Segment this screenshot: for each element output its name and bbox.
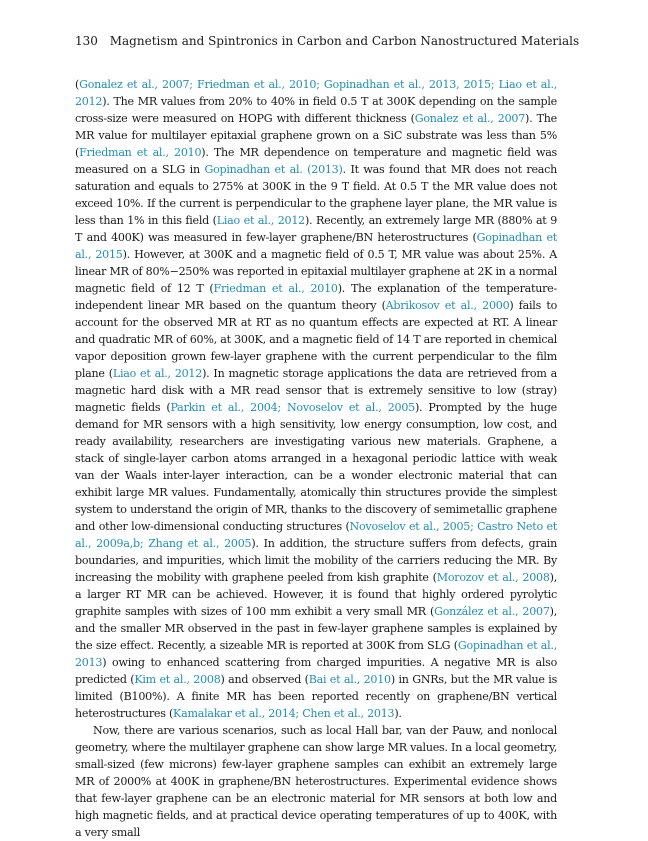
citation-link[interactable]: Kamalakar et al., 2014; Chen et al., 2013 xyxy=(173,707,395,720)
body-text: ), a larger RT MR can be achieved. However, it is found that highly ordered pyrolytic graphite samples with sizes of 100 mm exhibit a very small MR ( xyxy=(75,571,557,618)
body-text: ) fails to account for the observed MR at RT as no quantum effects are expected at RT. A linear and quadratic MR of 60%, at 300K, and a magnetic field of 14 T are reported in chemical vapor deposition grown few-layer graphene with the current perpendicular to the film plane ( xyxy=(75,299,557,380)
citation-link[interactable]: Friedman et al., 2010 xyxy=(79,146,202,159)
body-text: ). However, at 300K and a magnetic field of 0.5 T, MR value was about 25%. A linear MR of 80%−250% was reported in epitaxial multilayer graphene at 2K in a normal magnetic field of 12 T ( xyxy=(75,248,557,295)
citation-link[interactable]: Bai et al., 2010 xyxy=(308,673,391,686)
body-text: ). Recently, an extremely large MR (880% at 9 T and 400K) was measured in few-layer graphene/BN heterostructures ( xyxy=(75,214,557,244)
citation-link[interactable]: Gonalez et al., 2007; Friedman et al., 2010; Gopinadhan et al., 2013, 2015; Liao et al., 2012 xyxy=(75,78,557,108)
citation-link[interactable]: Friedman et al., 2010 xyxy=(213,282,338,295)
page-number: 130 xyxy=(75,34,98,48)
body-text: ). The explanation of the temperature-independent linear MR based on the quantum theory ( xyxy=(75,282,557,312)
citation-link[interactable]: González et al., 2007 xyxy=(434,605,550,618)
body-text: ). xyxy=(394,707,402,720)
body-text: ). Prompted by the huge demand for MR sensors with a high sensitivity, low energy consumption, low cost, and ready availability, researchers are investigating various new materials. Graphene, a stack of single-layer carbon atoms arranged in a hexagonal periodic lattice with weak van der Waals inter-layer interaction, can be a wonder electronic material that can exhibit large MR values. Fundamentally, atomically thin structures provide the simplest system to understand the origin of MR, thanks to the discovery of semimetallic graphene and other low-dimensional conducting structures ( xyxy=(75,401,557,533)
citation-link[interactable]: Gonalez et al., 2007 xyxy=(414,112,526,125)
paragraph xyxy=(75,722,557,841)
body-text: ) owing to enhanced scattering from charged impurities. A negative MR is also predicted ( xyxy=(75,656,557,686)
paragraph xyxy=(75,76,557,722)
citation-link[interactable]: Kim et al., 2008 xyxy=(134,673,221,686)
citation-link[interactable]: Gopinadhan et al., 2013 xyxy=(75,639,558,669)
body-text: ). In addition, the structure suffers from defects, grain boundaries, and impurities, which limit the mobility of the carriers reducing the MR. By increasing the mobility with graphene peeled from kish graphite ( xyxy=(75,537,557,584)
body-text: ). The MR value for multilayer epitaxial graphene grown on a SiC substrate was less than 5% ( xyxy=(75,112,557,159)
citation-link[interactable]: Liao et al., 2012 xyxy=(112,367,203,380)
citation-link[interactable]: Parkin et al., 2004; Novoselov et al., 2005 xyxy=(170,401,415,414)
body-text: ) and observed ( xyxy=(220,673,309,686)
running-header xyxy=(75,34,580,48)
body-text: ). The MR values from 20% to 40% in field 0.5 T at 300K depending on the sample cross-size were measured on HOPG with different thickness ( xyxy=(75,95,557,125)
body-text: Now, there are various scenarios, such as local Hall bar, van der Pauw, and nonlocal geometry, where the multilayer graphene can show large MR values. In a local geometry, small-sized (few microns) few-layer graphene samples can exhibit an extremely large MR of 2000% at 400K in graphene/BN heterostructures. Experimental evidence shows that few-layer graphene can be an electronic material for MR sensors at both low and high magnetic fields, and at practical device operating temperatures of up to 400K, with a very small xyxy=(75,724,557,839)
citation-link[interactable]: Gopinadhan et al., 2015 xyxy=(75,231,557,261)
body-text: ). The MR dependence on temperature and magnetic field was measured on a SLG in xyxy=(75,146,558,176)
running-title: Magnetism and Spintronics in Carbon and Carbon Nanostructured Materials xyxy=(109,34,580,48)
citation-link[interactable]: Gopinadhan et al. (2013) xyxy=(204,163,343,176)
body-text: ). In magnetic storage applications the data are retrieved from a magnetic hard disk with a MR read sensor that is extremely sensitive to low (stray) magnetic fields ( xyxy=(75,367,558,414)
citation-link[interactable]: Novoselov et al., 2005; Castro Neto et al., 2009a,b; Zhang et al., 2005 xyxy=(75,520,557,550)
citation-link[interactable]: Liao et al., 2012 xyxy=(216,214,305,227)
citation-link[interactable]: Abrikosov et al., 2000 xyxy=(385,299,510,312)
body-text: ), and the smaller MR observed in the past in few-layer graphene samples is explained by the size effect. Recently, a sizeable MR is reported at 300K from SLG ( xyxy=(75,605,558,652)
citation-link[interactable]: Morozov et al., 2008 xyxy=(436,571,550,584)
body-text: ( xyxy=(75,78,80,91)
body-text: . It was found that MR does not reach saturation and equals to 275% at 300K in the 9 T field. At 0.5 T the MR value does not exceed 10%. If the current is perpendicular to the graphene layer plane, the MR value is less than 1% in this field ( xyxy=(75,163,558,227)
body-text: ) in GNRs, but the MR value is limited (B100%). A finite MR has been reported recently on graphene/BN vertical heterostructures ( xyxy=(75,673,558,720)
main-text xyxy=(75,76,557,841)
